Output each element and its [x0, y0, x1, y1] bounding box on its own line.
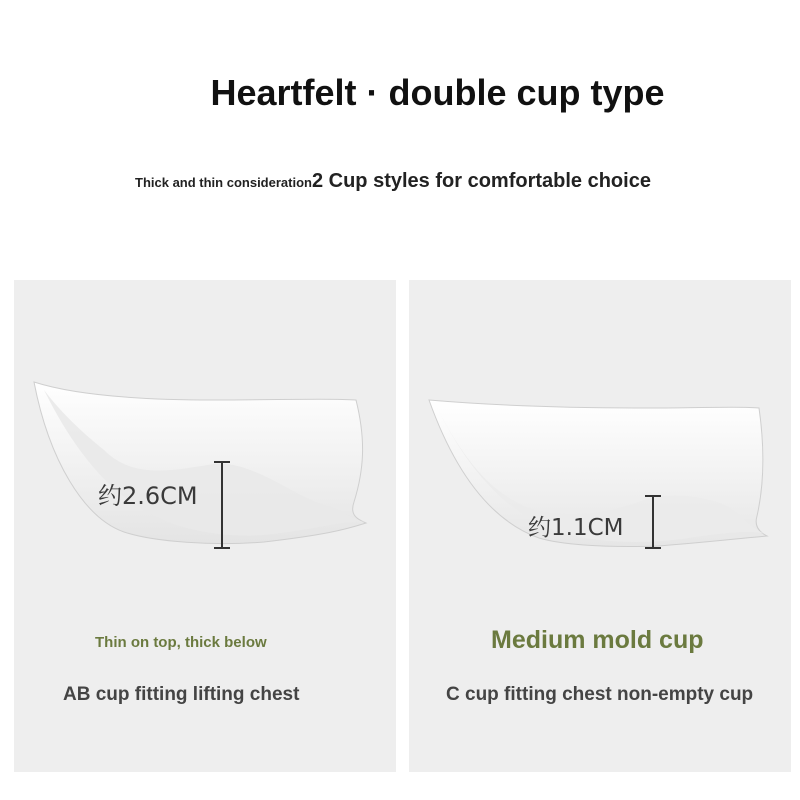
cup-fit-description: C cup fitting chest non-empty cup [446, 684, 754, 705]
subtitle-large: 2 Cup styles for comfortable choice [311, 170, 651, 192]
thickness-label: 约1.1CM [528, 515, 624, 541]
cup-fit-description: AB cup fitting lifting chest [63, 684, 300, 705]
page-subtitle [135, 170, 775, 193]
cup-panel-medium [409, 280, 791, 772]
thickness-label: 约2.6CM [98, 482, 198, 510]
cup-tagline: Medium mold cup [491, 626, 704, 654]
page-title: Heartfelt · double cup type [210, 72, 665, 113]
subtitle-small: Thick and thin consideration [135, 175, 312, 190]
cup-panel-thick [14, 280, 396, 772]
cup-tagline: Thin on top, thick below [95, 634, 267, 651]
